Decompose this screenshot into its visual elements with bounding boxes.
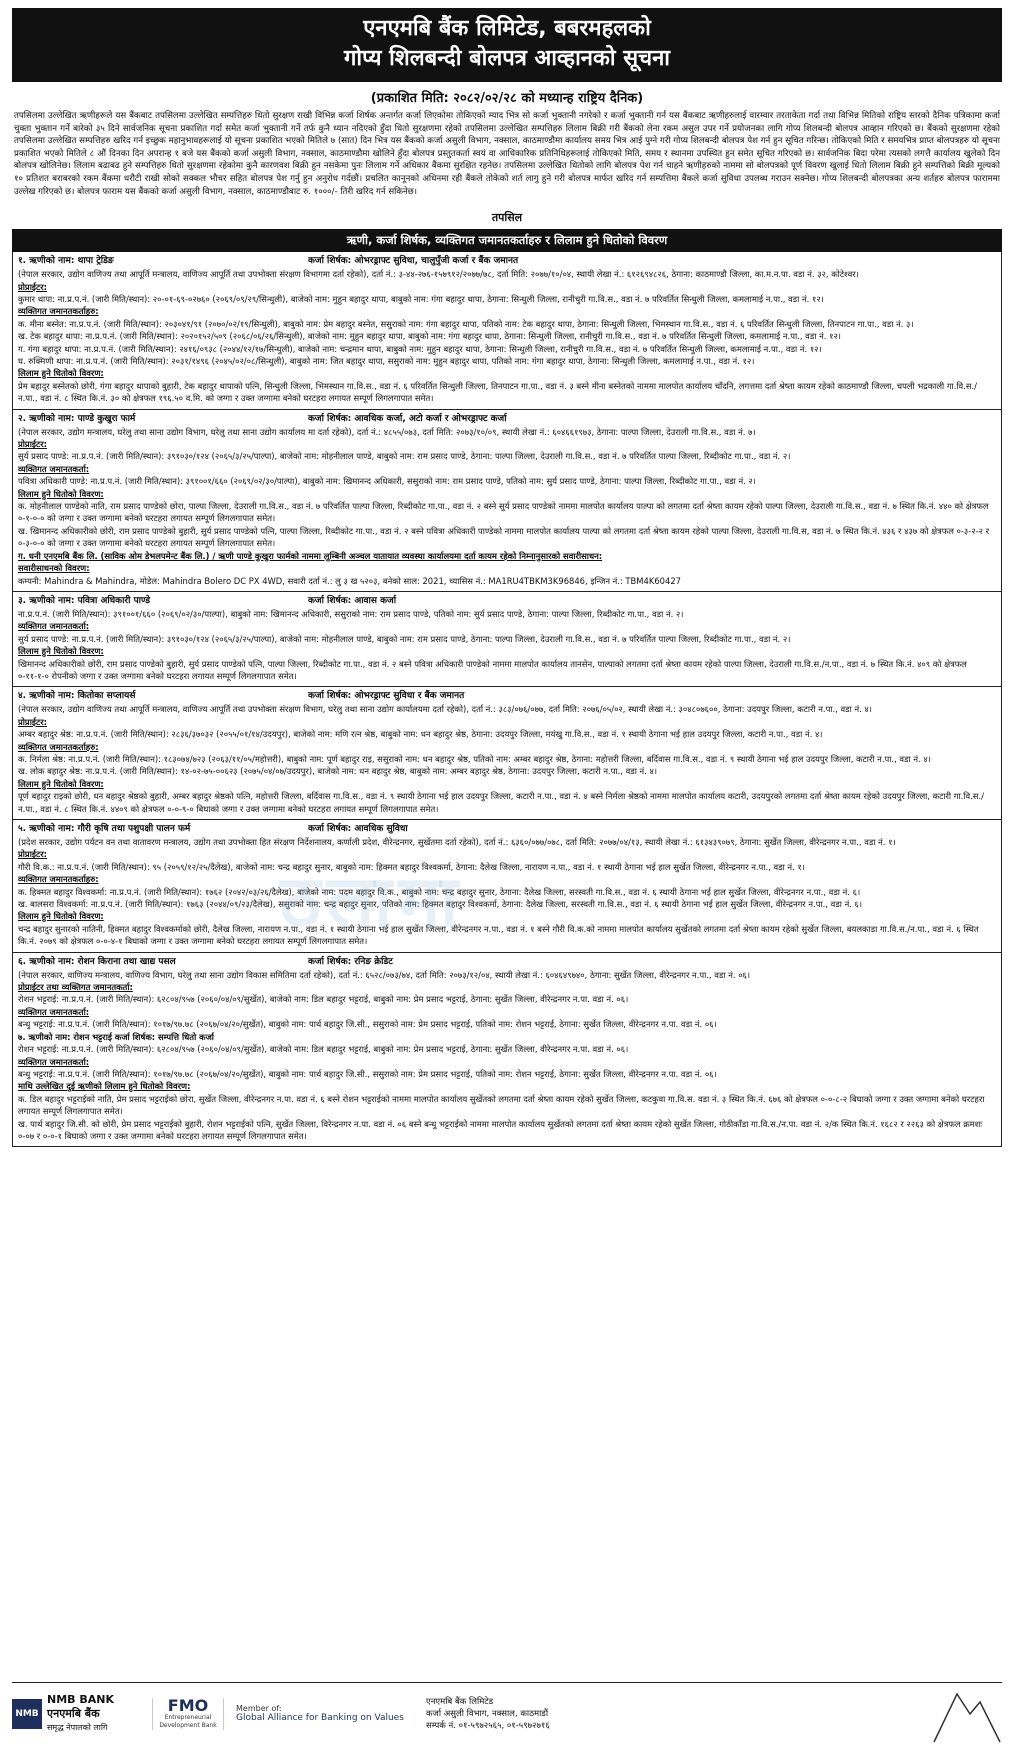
subsection-heading: प्रोप्राईटर: (18, 716, 47, 727)
detail-line: (नेपाल सरकार, वाणिज्य मन्त्रालय, वाणिज्य विभाग, घरेलु तथा साना उद्योग विकास समितिमा दर्ता रहेको), दर्ता नं.: ६५२८/०७३/७४, दर्ता मिति: २०७३/१२/०४, स्थायी लेखा नं.: ६०४६४९७४०, ठेगाना: सुर्खेत जिल्ला, वीरेन्द्रनगर न.पा., वडा नं. ०६। (18, 969, 751, 980)
subsection-heading: प्रोप्राईटर: (18, 281, 47, 292)
borrower-section (12, 410, 1002, 592)
detail-line: ७. ऋणीको नाम: रोशन भट्टराई कर्जा शिर्षक: सम्पत्ति धितो कर्जा (18, 1031, 214, 1042)
borrower-section (12, 820, 1002, 953)
borrower-name: ३. ऋणीको नाम: पवित्रा अधिकारी पाण्डे (18, 595, 151, 606)
nmb-logo (12, 1693, 152, 1735)
subsection-heading: लिलाम हुने धितोको विवरण: (18, 646, 104, 657)
nmb-name-en: NMB BANK (47, 1693, 114, 1706)
detail-line: घ. रुक्मिणी थापा: ना.प्र.प.नं. (जारी मिति/स्थान): २०३१/१४९६ (२०४५/०२/०८/सिन्धुली), बाबुको नाम: जित बहादुर थापा, ससुराको नाम: मुहुन बहादुर थापा, पतिको नाम: गंगा बहादुर थापा, ठेगाना: सिन्धुली जिल्ला, कमलामाई न.पा., वडा नं. १२। (18, 356, 755, 366)
detail-line: (नेपाल सरकार, उद्योग मन्त्रालय, घरेलु तथा साना उद्योग विभाग, घरेलु तथा साना उद्योग कार्यालय मा दर्ता रहेको), दर्ता नं.: ४८५५/०७३, दर्ता मिति: २०७३/१०/०९, स्थायी लेखा नं.: ६०४६६१९७३, ठेगाना: पाल्पा जिल्ला, देउराली गा.वि.स., वडा नं. ७। (18, 426, 756, 437)
table-title: ऋणी, कर्जा शिर्षक, व्यक्तिगत जमानतकर्ताहरु र लिलाम हुने धितोको विवरण (12, 229, 1002, 252)
detail-line: कम्पनी: Mahindra & Mahindra, मोडेल: Mahindra Bolero DC PX 4WD, सवारी दर्ता नं.: लु ३ ख ५२०३, बनेको साल: 2021, च्यासिस नं.: MA1RU4TBKM3K96846, इन्जिन नं.: TBM4K60427 (18, 575, 681, 586)
detail-line: बन्धु भट्टराई: ना.प्र.प.नं. (जारी मिति/स्थान): १०१७/९७.७८ (२०६७/०४/२०/सुर्खेत), बाबुको नाम: पार्थ बहादुर जि.सी., ससुराको नाम: प्रेम प्रसाद भट्टराई, पतिको नाम: रोशन भट्टराई, ठेगाना: सुर्खेत जिल्ला, वीरेन्द्रनगर न.पा. वडा नं. ०६। (18, 1068, 717, 1079)
detail-line: क. हिक्मत बहादुर विश्वकर्मा: ना.प्र.प.नं. (जारी मिति/स्थान): १७६२ (२०४२/०३/२६/दैलेख), बाजेको नाम: पदम बहादुर वि.क., बाबुको नाम: चन्द्र बहादुर सुनार, ठेगाना: दैलेख जिल्ला, सरस्वती गा.वि.स., वडा नं. ६ स्थायी ठेगाना भई हाल सुर्खेत जिल्ला, वीरेन्द्रनगर न.पा., वडा नं. ६। (18, 886, 861, 897)
detail-line: ख. पार्थ बहादुर जि.सी. को छोरी, प्रेम प्रसाद भट्टराईको बुहारी, रोशन भट्टराईको पत्नि, सुर्खेत जिल्ला, विरेन्द्रनगर न.पा. वडा नं. ०६ बस्ने बन्धु भट्टराईको नाममा मालपोत कार्यालय सुर्खेतको लगतमा दर्ता श्रेष्ता कायम रहेको सुर्खेत जिल्ला, गोठीकाँडा गा.वि.स./न.पा. वडा नं. २/क स्थित कि.नं. १६८२ र २२६३ को क्षेत्रफल क्रमशः ०-०७ र ०-०-१ बिघाको जग्गा र उक्त जग्गामा बनेको घरटहरा लगायत सम्पूर्ण लिगलगापात समेत। (18, 1118, 983, 1141)
detail-line: बन्धु भट्टराई: ना.प्र.प.नं. (जारी मिति/स्थान): १०१७/९७.७८ (२०६७/०४/२०/सुर्खेत), बाबुको नाम: पार्थ बहादुर जि.सी., ससुराको नाम: प्रेम प्रसाद भट्टराई, पतिको नाम: रोशन भट्टराई, ठेगाना: सुर्खेत जिल्ला, वीरेन्द्रनगर न.पा. वडा नं. ०६। (18, 1019, 717, 1030)
section-header (18, 956, 996, 969)
detail-line: रोशन भट्टराई: ना.प्र.प.नं. (जारी मिति/स्थान): ६२८०४/९५७ (२०६०/०४/०९/सुर्खेत), बाजेको नाम: डिल बहादुर भट्टराई, बाबुको नाम: प्रेम प्रसाद भट्टराई, ठेगाना: सुर्खेत जिल्ला, वीरेन्द्रनगर न.पा. वडा नं. ०६। (18, 994, 629, 1005)
detail-line: प्रेम बहादुर बस्नेतको छोरी, गंगा बहादुर थापाको बुहारी, टेक बहादुर थापाको पत्नि, सिन्धुली जिल्ला, भिमस्थान गा.वि.स., वडा नं. ६ परिवर्तित सिन्धुली जिल्ला, तिनपाटन गा.पा., वडा नं. ३ बस्ने मीना बस्नेतको नाममा मालपोत कार्यालय चाँदनि, लगत्तमा दर्ता श्रेष्ता कायम रहेको काठमाण्डौ जिल्ला, चपली भद्रकाली गा.वि.स./न.पा., वडा नं. ८ स्थित कि.नं. ३० को क्षेत्रफल १९६.५० व.मि. को जग्गा र उक्त जग्गामा बनेको घरटहरा लगायत सम्पूर्ण लिगलगापात समेत। (18, 380, 978, 404)
detail-line: क. डिल बहादुर भट्टराईको नाति, प्रेम प्रसाद भट्टराईको छोरा, सुर्खेत जिल्ला, वीरेन्द्रनगर न.पा. वडा नं. ६ बस्ने रोशन भट्टराईको नाममा मालपोत कार्यालय सुर्खेतको लगतमा दर्ता श्रेष्ता कायम रहेको सुर्खेत जिल्ला, कटकुवा गा.वि.स. वडा नं. ३ स्थित कि.नं. ६७६ को क्षेत्रफल ०-०-८-२ बिघाको जग्गा र उक्त जग्गामा बनेको घरटहरा लगायत सम्पूर्ण लिगलगापात समेत। (18, 1093, 985, 1117)
borrower-name: ६. ऋणीको नाम: रोशन किराना तथा खाद्य पसल (18, 956, 176, 967)
detail-line: अम्बर बहादुर श्रेष्ठ: ना.प्र.प.नं. (जारी मिति/स्थान): २८३६/३७०३२ (२०५५/०१/१४/उदयपुर), बाजेको नाम: मणि रत्न श्रेष्ठ, बाबुको नाम: धन बहादुर श्रेष्ठ, ठेगाना: उदयपुर जिल्ला, मयंखु गा.वि.स., वडा नं. १ स्थायी ठेगाना भई हाल उदयपुर जिल्ला, कटारी न.पा., वडा नं. ४। (18, 729, 823, 740)
nmb-mark-icon: NMB (12, 1699, 42, 1729)
detail-line: ख. टेक बहादुर थापा: ना.प्र.प.नं. (जारी मिति/स्थान): २०२०१५२/५०९ (२०६८/०६/२६/सिन्धुली), बाजेको नाम: मुहुन बहादुर थापा, बाबुको नाम: गंगा बहादुर थापा, ठेगाना: सिन्धुली जिल्ला, रानीचुरी गा.वि.स., वडा नं. ७ परिवर्तित सिन्धुली जिल्ला, कमलामाई न.पा., वडा नं. १२। (18, 331, 841, 342)
loan-title: कर्जा शिर्षक: आवधिक सुविधा (308, 824, 408, 834)
detail-line: (नेपाल सरकार, उद्योग वाणिज्य तथा आपूर्ति मन्त्रालय, वाणिज्य आपूर्ति तथा उपभोक्ता संरक्षण विभागमा दर्ता रहेको), दर्ता नं.: ३-४४-२७६-१५७९१२/२०७७/७८, दर्ता मिति: २०७७/१०/०४, स्थायी लेखा नं.: ६१२६९४८२६, ठेगाना: काठमाण्डौ जिल्ला, का.म.न.पा. वडा नं. ३२, कोटेश्वर। (18, 269, 859, 280)
detail-line: रोशन भट्टराई: ना.प्र.प.नं. (जारी मिति/स्थान): ६२८०४/९५७ (२०६०/०४/०९/सुर्खेत), बाजेको नाम: डिल बहादुर भट्टराई, बाबुको नाम: प्रेम प्रसाद भट्टराई, ठेगाना: सुर्खेत जिल्ला, वीरेन्द्रनगर न.पा. वडा नं. ०६। (18, 1044, 629, 1055)
borrower-section (12, 953, 1002, 1148)
subsection-heading: ग. धनी एनएमबि बैंक लि. (साविक ओम डेभलपमेन्ट बैंक लि.) / ऋणी पाण्डे कुखुरा फार्मको नाममा लुम्बिनी अञ्चल यातायात व्यवस्था कार्यालयमा दर्ता कायम रहेको निम्नानुसारको सवारीसाधन: (18, 550, 603, 561)
footer (12, 1682, 1002, 1745)
subsection-heading: व्यक्तिगत जमानतकर्ताहरु: (18, 741, 99, 752)
header-line-1: एनएमबि बैंक लिमिटेड, बबरमहलको (363, 16, 651, 41)
detail-line: ग. गंगा बहादुर थापा: ना.प्र.प.नं. (जारी मिति/स्थान): २४१६/०९३८ (२०४४/१२/१७/सिन्धुली), बाजेको नाम: चन्द्रमान थापा, बाबुको नाम: मुहुन बहादुर थापा, ठेगाना: सिन्धुली जिल्ला, रानीचुरी गा.वि.स., वडा नं. ७ परिवर्तित सिन्धुली जिल्ला, कमलामाई न.पा., वडा नं. १२। (18, 343, 822, 354)
borrower-section (12, 592, 1002, 687)
section-header (18, 690, 996, 703)
detail-line: गौरी वि.क.: ना.प्र.प.नं. (जारी मिति/स्थान): ९५ (२०५९/१२/२५/दैलेख), बाजेको नाम: चन्द्र बहादुर सुनार, बाबुको नाम: हिक्मत बहादुर विश्वकर्मा, ठेगाना: दैलेख जिल्ला, नारायण न.पा., वडा नं. १ स्थायी ठेगाना भई हाल सुर्खेत जिल्ला, वीरेन्द्रनगर न.पा., वडा नं. १। (18, 861, 805, 872)
fmo-name: FMO (167, 1696, 209, 1715)
detail-line: कुमार थापा: ना.प्र.प.नं. (जारी मिति/स्थान): २०-०१-६९-०२७६० (२०६९/०९/२९/सिन्धुली), बाजेको नाम: मुहुन बहादुर थापा, बाबुको नाम: गंगा बहादुर थापा, ठेगाना: सिन्धुली जिल्ला, रानीचुरी गा.वि.स., वडा नं. ७ परिवर्तित सिन्धुली जिल्ला, कमलामाई न.पा., वडा नं. १२। (18, 293, 824, 304)
subsection-heading: माथि उल्लेखित दुई ऋणीको लिलाम हुने धितोको विवरण: (18, 1081, 191, 1092)
mountain-icon (932, 1684, 1002, 1744)
schedule-label: तपसिल (491, 211, 523, 225)
borrower-name: २. ऋणीको नाम: पाण्डे कुखुरा फार्म (18, 413, 136, 424)
notice-page (12, 8, 1002, 1147)
subsection-heading: लिलाम हुने धितोको विवरण: (18, 368, 104, 379)
loan-title: कर्जा शिर्षक: ओभरड्राफ्ट सुविधा, चालुपुँजी कर्जा र बैंक जमानत (308, 256, 519, 267)
notice-header (12, 8, 1002, 82)
intro-paragraph: तपसिलमा उल्लेखित ऋणीहरूले यस बैंकबाट तपसिलमा उल्लेखित सम्पत्तिहरु धितो सुरक्षण राखी विभिन्न कर्जा शिर्षक अन्तर्गत कर्जा लिएकोमा तोकिएको म्याद भित्र सो कर्जा भुक्तानी नगरेको र कर्जा भुक्तानी गर्न यस बैंकबाट ऋणीहरुलाई वारम्वार तरताकेता गर्दा तथा विभिन्न मितिको राष्ट्रिय स्तरको दैनिक पत्रिकामा कर्जा चुक्ता भुक्तान गर्ने बारेको ३५ दिने सार्वजनिक सूचना प्रकाशित गर्दा समेत कर्जा भुक्तानी गर्ने तर्फ कुनै ध्यान नदिएको हुँदा धितो सुरक्षणमा रहेको तपसिलमा उल्लेखित सम्पत्तिहरु लिलाम बिक्री गरी बैंकको लेना रकम असुल उपर गर्ने प्रयोजनका लागि गोप्य शिलबन्दी बोलपत्र आव्हान गरिएको छ। बैंकको सुरक्षणमा रहेको तपसिलमा उल्लेखित सम्पत्तिहरु खरिद गर्न इच्छुक महानुभावहरूलाई यो सूचना प्रकाशित भएको मितिले ७ (सात) दिन भित्र यस बैंकको कर्जा असुली विभाग, नक्साल, काठमाण्डौमा कार्यालय समय भित्र आई पुग्ने गरी गोप्य शिलबन्दी बोलपत्र पेश गर्न हुन सूचित गरिन्छ। तोकिएको मिति र समयभित्र प्राप्त बोलपत्रहरु यो सूचना प्रकाशित भएको मितिले ८ औं दिनका दिन अपरान्ह १ बजे यस बैंकको कर्जा असुली विभाग, नक्साल, काठमाण्डौमा खोलिने हुँदा बोलपत्र प्रस्तुतकर्ता स्वयं वा आधिकारिक प्रतिनिधिहरूलाई तोकिएको मिति, समय र स्थानमा उपस्थित हुन समेत सूचित गरिएको छ। सार्वजनिक बिदा परेमा त्यसको लगत्तै कार्यालय खुलेको दिन बोलपत्र खोलिनेछ। लिलाम बढाबढ हुने सम्पत्तिहरु धितो सुरक्षणमा रहेकोमा कुनै कारणवश बिक्री हुन नसकेमा पुनः लिलाम गर्ने अधिकार बैंकमा सुरक्षित रहनेछ। तपसिलमा उल्लेखित धितोको लागि बोलपत्र पेश गर्न चाहने ऋणीहरुको नाममा सो बोलपत्रको पूर्ण विवरण खुलाई धितो लिलाम बिक्री हुने सम्पत्तिको बिक्री मूल्यको १० प्रतिशत बराबरको रकम बैंकमा धरौटी राखी सोको सक्कल भौचर सहित बोलपत्र पेश गर्नु हुन अनुरोध गर्दछौं। प्रचलित कानूनको अधिनमा रही बैंकले तोकेको शर्त लागु हुने गरी बोलपत्र मार्फत खरिद गर्न सम्पत्तिमा बैंकले कर्जा सुविधा उपलब्ध गराउन सक्नेछ। गोप्य शिलबन्दी बोलपत्रका अन्य शर्तहरु बोलपत्र फाराममा उल्लेख गरिएको छ। बोलपत्र फाराम यस बैंकको कर्जा असुली विभाग, नक्साल, काठमाण्डौबाट रु. १०००/- तिरी खरिद गर्न सकिनेछ। (14, 111, 1000, 197)
detail-line: ना.प्र.प.नं. (जारी मिति/स्थान): ३९१००१/६६० (२०६९/०२/३०/पाल्पा), बाबुको नाम: खिमानन्द अधिकारी, ससुराको नाम: राम प्रसाद पाण्डे, पतिको नाम: सुर्य प्रसाद पाण्डे, ठेगाना: पाल्पा जिल्ला, रिब्दीकोट गा.पा., वडा नं. २। (18, 608, 684, 619)
detail-line: सुर्य प्रसाद पाण्डे: ना.प्र.प.नं. (जारी मिति/स्थान): ३९१०३०/१२४ (२०६५/३/२५/पाल्पा), बाजेको नाम: मोहनीलाल पाण्डे, बाबुको नाम: राम प्रसाद पाण्डे, ठेगाना: पाल्पा जिल्ला, देउराली गा.वि.स., वडा नं. ७ परिवर्तित पाल्पा जिल्ला, रिब्दीकोट गा.पा., वडा नं. २। (18, 633, 791, 644)
subsection-heading: लिलाम हुने धितोको विवरण: (18, 778, 104, 789)
borrower-section (12, 252, 1002, 409)
detail-line: (नेपाल सरकार, उद्योग वाणिज्य तथा आपूर्ति मन्त्रालय, वाणिज्य आपूर्ति तथा उपभोक्ता संरक्षण विभाग, घरेलु तथा साना उद्योग कार्यालयमा दर्ता रहेको), दर्ता नं.: ३८३/०७६/०७७, दर्ता मिति: २०७६/०५/०२, स्थायी लेखा नं.: ३०४८०७६००, ठेगाना: उदयपुर जिल्ला, कटारी न.पा., वडा नं. ४। (18, 704, 872, 715)
subsection-heading: सवारीसाधनको विवरण: (18, 563, 90, 574)
borrower-sections (12, 252, 1002, 1147)
detail-line: ख. खिमानन्द अधिकारीको छोरी, राम प्रसाद पाण्डेको बुहारी, सुर्य प्रसाद पाण्डेको पत्नि, पाल्पा जिल्ला, रिब्दीकोट गा.पा., वडा नं. २ बस्ने पवित्रा अधिकारी पाण्डेको नाममा मालपोत कार्यालय पाल्पा को लगतमा दर्ता श्रेष्ता कायम रहेको पाल्पा जिल्ला, देउराली गा.वि.स, वडा नं. ७ स्थित कि.नं. ४३६ र ४३७ को क्षेत्रफल ०-३-२-२ र ०-३-०-० को जग्गा र उक्त जग्गामा बनेको घरटहरा लगायत सम्पूर्ण लिगलगापात समेत। (18, 525, 990, 549)
subsection-heading: लिलाम हुने धितोको विवरण: (18, 488, 104, 499)
detail-line: क. मोहनीलाल पाण्डेको नाति, राम प्रसाद पाण्डेको छोरा, पाल्पा जिल्ला, देउराली गा.वि.स., वडा नं. ७ परिवर्तित पाल्पा जिल्ला, रिब्दीकोट गा.पा., वडा नं. २ बस्ने सुर्य प्रसाद पाण्डेको नाममा मालपोत कार्यालय पाल्पा को लगतमा दर्ता श्रेष्ता कायम रहेको पाल्पा जिल्ला, देउराली गा.वि.स., वडा नं. ७ स्थित कि.नं. ४४० को क्षेत्रफल ०-१-०-० को जग्गा र उक्त जग्गामा बनेको घरटहरा लगायत सम्पूर्ण लिगलगापात समेत। (18, 501, 989, 524)
borrower-name: ४. ऋणीको नाम: कितोका सप्लायर्स (18, 691, 136, 702)
subsection-heading: व्यक्तिगत जमानतकर्ता: (18, 621, 90, 632)
subsection-heading: व्यक्तिगत जमानतकर्ता: (18, 1006, 90, 1017)
detail-line: क. मीना बस्नेत: ना.प्र.प.नं. (जारी मिति/स्थान): २०३०४१/९१ (२०७०/०२/१९/सिन्धुली), बाबुको नाम: प्रेम बहादुर बस्नेत, ससुराको नाम: गंगा बहादुर थापा, पतिको नाम: टेक बहादुर थापा, ठेगाना: सिन्धुली जिल्ला, भिमस्थान गा.वि.स., वडा नं. ६ परिवर्तित सिन्धुली जिल्ला, तिनपाटन गा.पा., वडा नं. ३। (18, 318, 914, 329)
section-header (18, 255, 996, 268)
detail-line: ख. बालसरा विश्वकर्मा: ना.प्र.प.नं. (जारी मिति/स्थान): १७६३ (२०४४/०९/२३/दैलेख), ससुराको नाम: चन्द्र बहादुर सुनार, पतिको नाम: हिक्मत बहादुर विश्वकर्मा, ठेगाना: दैलेख जिल्ला, सरस्वती गा.वि.स., वडा नं. ६ स्थायी ठेगाना भई हाल सुर्खेत जिल्ला, वीरेन्द्रनगर न.पा., वडा नं. ६। (18, 899, 863, 910)
contact-address (406, 1696, 932, 1732)
gabv-name: Global Alliance for Banking on Values (236, 1713, 404, 1723)
nmb-tagline: समृद्ध नेपालको लागि (47, 1723, 108, 1732)
detail-line: चन्द्र बहादुर सुनारको नातिनी, हिक्मत बहादुर विश्वकर्माको छोरी, दैलेख जिल्ला, नारायण न.पा., वडा नं. १ स्थायी ठेगाना भई हाल सुर्खेत जिल्ला, वीरेन्द्रनगर न.पा., वडा नं. १ बस्ने गौरी वि.क.को नाममा मालपोत कार्यालय सुर्खेतको लगतमा दर्ता श्रेष्ता कायम रहेको सुर्खेत जिल्ला, बयलकाडा गा.वि.स./न.पा., वडा नं. ६ स्थित कि.नं. २०७९ को क्षेत्रफल ०-०-४-१ बिघाको जग्गा र उक्त जग्गामा बनेको घरटहरा लगायत सम्पूर्ण लिगलगापात समेत। (18, 923, 979, 947)
detail-line: पूर्ण बहादुर राइको छोरी, धन बहादुर श्रेष्ठको बुहारी, अम्बर बहादुर श्रेष्ठको पत्नि, महोत्तरी जिल्ला, बर्दिवास गा.वि.स., वडा नं. ९ स्थायी ठेगाना भई हाल उदयपुर जिल्ला, कटारी न.पा., वडा नं. ४ बस्ने निर्मला श्रेष्ठको नाममा मालपोत कार्यालय कटारी, उदयपुरको लगतमा दर्ता श्रेष्ता कायम रहेको उदयपुर जिल्ला, कटारी गा.वि.स./न.पा., वडा नं. ८ स्थित कि.नं. ४४०९ को क्षेत्रफल ०-०-९-० बिघाको जग्गा र उक्त जग्गामा बनेको घरटहरा लगायत सम्पूर्ण लिगलगापात समेत। (18, 791, 984, 814)
address-line-3: सम्पर्क नं. ०१-५९७२५६५, ०१-५९७२७१६ (426, 1721, 550, 1731)
section-header (18, 413, 996, 426)
subsection-heading: व्यक्तिगत जमानतकर्ताहरु: (18, 306, 99, 317)
section-header (18, 823, 996, 836)
member-of-label: Member of: (236, 1704, 282, 1713)
nmb-name-np: एनएमबि बैंक (47, 1707, 100, 1720)
subsection-heading: लिलाम हुने धितोको विवरण: (18, 911, 104, 922)
address-line-2: कर्जा असुली विभाग, नक्साल, काठमाडौं (426, 1709, 549, 1719)
detail-line: खिमानन्द अधिकारीको छोरी, राम प्रसाद पाण्डेको बुहारी, सुर्य प्रसाद पाण्डेको पत्नि, पाल्पा जिल्ला, रिब्दीकोट गा.पा., वडा नं. २ बस्ने पवित्रा अधिकारी पाण्डेको नाममा मालपोत कार्यालय तानसेन, पाल्पाको लगतमा दर्ता श्रेष्ता कायम रहेको पाल्पा जिल्ला, देउराली गा.वि.स./न.पा., वडा नं. ७ स्थित कि.नं. ४०९ को क्षेत्रफल ०-११-१-० रोपनीको जग्गा र उक्त जग्गामा बनेको घरटहरा लगायत सम्पूर्ण लिगलगापात समेत। (18, 658, 967, 681)
section-header (18, 595, 996, 608)
fmo-subtitle: Entrepreneurial Development Bank (159, 1714, 217, 1729)
subsection-heading: प्रोप्राईटर: (18, 849, 47, 860)
subsection-heading: व्यक्तिगत जमानतकर्ता: (18, 1056, 90, 1067)
gabv-logo (224, 1704, 406, 1724)
borrower-name: ५. ऋणीको नाम: गौरी कृषि तथा पशुपक्षी पालन फर्म (18, 824, 191, 834)
borrower-name: १. ऋणीको नाम: थापा ट्रेडिङ (18, 256, 114, 267)
address-line-1: एनएमबि बैंक लिमिटेड (426, 1697, 494, 1707)
loan-title: कर्जा शिर्षक: ओभरड्राफ्ट सुविधा र बैंक जमानत (308, 691, 465, 702)
borrower-section (12, 687, 1002, 820)
watermark: ठलामा (280, 860, 465, 942)
detail-line: (प्रदेश सरकार, उद्योग पर्यटन वन तथा वातावरण मन्त्रालय, उद्योग तथा उपभोक्ता हित संरक्षण निर्देशनालय, कर्णाली प्रदेश, वीरेन्द्रनगर, सुर्खेतमा दर्ता रहेको), दर्ता नं.: ६३६०/०७७/०७८, दर्ता मिति: २०७७/०४/१३, स्थायी लेखा नं.: ६१३४३९०७९, ठेगाना: सुर्खेत जिल्ला, वीरेन्द्रनगर न.पा., वडा नं. १। (18, 837, 896, 847)
subsection-heading: व्यक्तिगत जमानतकर्ता: (18, 463, 90, 474)
detail-line: पवित्रा अधिकारी पाण्डे: ना.प्र.प.नं. (जारी मिति/स्थान): ३९१००१/६६० (२०६९/०२/३०/पाल्पा), बाबुको नाम: खिमानन्द अधिकारी, ससुराको नाम: राम प्रसाद पाण्डे, पतिको नाम: सुर्य प्रसाद पाण्डे, ठेगाना: पाल्पा जिल्ला, रिब्दीकोट गा.पा., वडा नं. २। (18, 476, 756, 487)
fmo-logo (152, 1698, 224, 1730)
subsection-heading: प्रोप्राईटर तथा व्यक्तिगत जमानतकर्ता: (18, 982, 133, 993)
header-line-2: गोप्य शिलबन्दी बोलपत्र आव्हानको सूचना (343, 46, 670, 71)
detail-line: सुर्य प्रसाद पाण्डे: ना.प्र.प.नं. (जारी मिति/स्थान): ३९१०३०/१२४ (२०६५/३/२५/पाल्पा), बाजेको नाम: मोहनीलाल पाण्डे, बाबुको नाम: राम प्रसाद पाण्डे, ठेगाना: पाल्पा जिल्ला, देउराली गा.वि.स., वडा नं. ७ परिवर्तित पाल्पा जिल्ला, रिब्दीकोट गा.पा., वडा नं. २। (18, 451, 791, 462)
detail-line: क. निर्मला श्रेष्ठ: ना.प्र.प.नं. (जारी मिति/स्थान): १८३०७४/७२३ (२०६३/११/०५/महोत्तरी), बाबुको नाम: पूर्ण बहादुर राइ, ससुराको नाम: धन बहादुर श्रेष्ठ, पतिको नाम: अम्बर बहादुर श्रेष्ठ, ठेगाना: महोत्तरी जिल्ला, बर्दिवास गा.वि.स., वडा नं. ९ स्थायी ठेगाना भई हाल उदयपुर जिल्ला, कटारी न.पा., वडा नं. ४। (18, 753, 931, 764)
loan-title: कर्जा शिर्षक: आवास कर्जा (308, 595, 397, 606)
loan-title: कर्जा शिर्षक: रनिङ क्रेडिट (308, 956, 393, 967)
subsection-heading: प्रोप्राईटर: (18, 439, 47, 450)
subsection-heading: व्यक्तिगत जमानतकर्ताहरु: (18, 874, 99, 885)
detail-line: ख. लोक बहादुर श्रेष्ठ: ना.प्र.प.नं. (जारी मिति/स्थान): १४-०२-७५-००६२३ (२०७५/०४/०७/उदयपुर), बाजेको नाम: धन बहादुर श्रेष्ठ, बाबुको नाम: अम्बर बहादुर श्रेष्ठ, ठेगाना: उदयपुर जिल्ला, कटारी न.पा., वडा नं. ४। (18, 766, 658, 777)
loan-title: कर्जा शिर्षक: आवधिक कर्जा, अटो कर्जा र ओभरड्राफ्ट कर्जा (308, 413, 507, 424)
publication-date: (प्रकाशित मिति: २०८२/०२/२८ को मध्यान्ह राष्ट्रिय दैनिक) (370, 91, 644, 106)
